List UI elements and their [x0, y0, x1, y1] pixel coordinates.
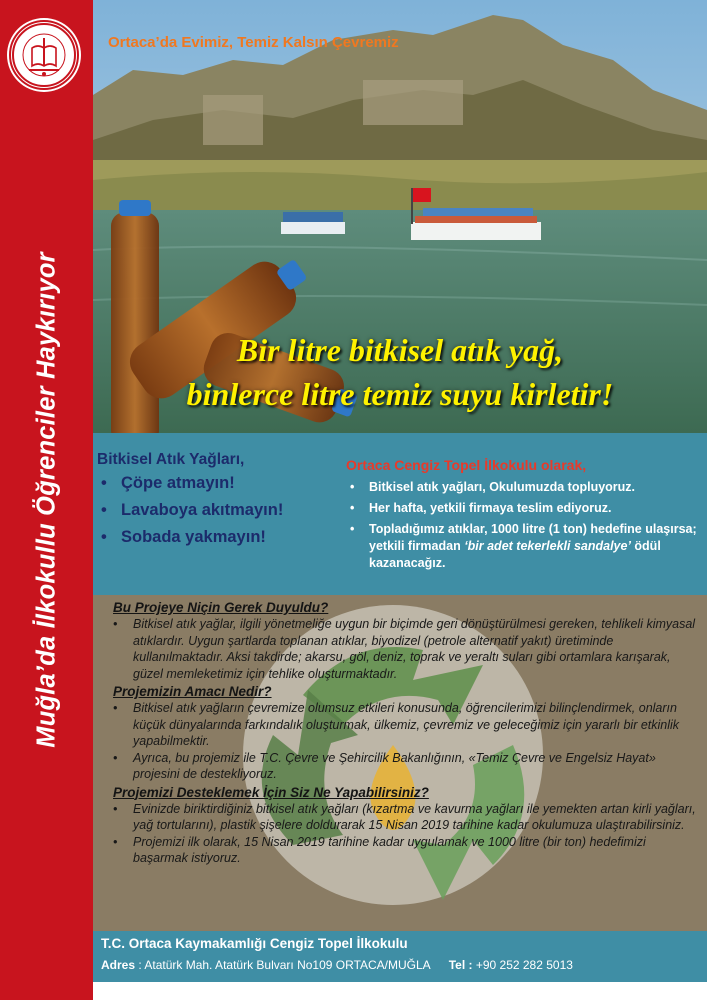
bullet-icon: •	[101, 501, 107, 519]
list-item: • Topladığımız atıklar, 1000 litre (1 ton) hedefine ulaşırsa; yetkili firmadan ‘bir adet tekerlekli sandalye’ ödül kazanacağız.	[350, 522, 697, 570]
list-item: • Sobada yakmayın!	[101, 528, 266, 546]
section-title-support: Projemizi Desteklemek İçin Siz Ne Yapabilirsiniz?	[113, 784, 429, 800]
footer-contact	[101, 958, 573, 972]
bullet-icon: •	[113, 701, 118, 715]
phone-value: +90 252 282 5013	[475, 958, 573, 972]
address-label: Adres	[101, 958, 136, 972]
left-panel	[97, 451, 337, 555]
bullet-icon: •	[350, 501, 355, 515]
section-list-support	[113, 801, 698, 867]
bullet-icon: •	[113, 834, 118, 849]
list-item: • Evinizde biriktirdiğiniz bitkisel atık yağları (kızartma ve kavurma yağları ile yemekten artan kirli yağları, yağ tortularını), plastik şişelere doldurarak 15 Nisan 2019 tarihine kadar okulumuza ulaştırabilirsiniz.	[113, 801, 696, 832]
bullet-icon: •	[113, 617, 118, 631]
footer-organization: T.C. Ortaca Kaymakamlığı Cengiz Topel İlkokulu	[101, 936, 408, 951]
right-panel	[346, 457, 706, 576]
address-value: Atatürk Mah. Atatürk Bulvarı No109 ORTACA/MUĞLA	[144, 958, 431, 972]
section-title-why: Bu Projeye Niçin Gerek Duyuldu?	[113, 600, 329, 615]
reward-text: ‘bir adet tekerlekli sandalye’	[464, 539, 631, 553]
list-item: • Çöpe atmayın!	[101, 474, 235, 492]
bullet-icon: •	[350, 522, 355, 536]
vertical-title: Muğla’da İlkokullu Öğrenciler Haykırıyor	[32, 252, 61, 748]
top-slogan: Ortaca’da Evimiz, Temiz Kalsın Çevremiz	[108, 34, 399, 51]
ministry-logo	[9, 20, 79, 90]
list-item: • Ayrıca, bu projemiz ile T.C. Çevre ve Şehircilik Bakanlığının, «Temiz Çevre ve Engelsiz Hayat» projesini de destekliyoruz.	[113, 750, 656, 781]
list-item: • Her hafta, yetkili firmaya teslim ediyoruz.	[350, 501, 612, 515]
call-to-action-band	[93, 433, 707, 595]
footer	[93, 931, 707, 1000]
list-item: • Bitkisel atık yağların çevremize olumsuz etkileri konusunda, öğrencilerimizi bilinçlendirmek, onların küçük dünyalarında farkındalık oluşturmak, ülkemiz, çevremiz ve geleceğimiz için yararlı bir etkinlik yapabilmektir.	[113, 701, 680, 748]
bullet-icon: •	[113, 801, 118, 816]
info-section	[93, 595, 707, 931]
phone-label: Tel :	[448, 958, 473, 972]
footer-bottom-strip	[93, 982, 707, 1000]
list-item: • Bitkisel atık yağlar, ilgili yönetmeliğe uygun bir biçimde geri dönüştürülmesi gereken, tehlikeli kimyasal atıklardır. Uygun şartlarda toplanan atıklar, biyodizel (petrole alternatif yakıt) üretiminde kullanılmaktadır. Aksi takdirde; akarsu, göl, deniz, toprak ve yeraltı suları gibi ortamlara karışarak, güzel memleketimiz için tehlike oluşturmaktadır.	[113, 617, 696, 681]
bullet-icon: •	[101, 528, 107, 546]
left-panel-title: Bitkisel Atık Yağları,	[97, 451, 245, 468]
info-text	[113, 599, 698, 868]
boat-small	[281, 212, 345, 234]
section-list-why	[113, 616, 698, 682]
right-panel-title: Ortaca Cengiz Topel İlkokulu olarak,	[346, 457, 587, 473]
headline-line-1: Bir litre bitkisel atık yağ,	[236, 332, 564, 368]
headline	[100, 328, 700, 416]
right-panel-list	[346, 479, 706, 572]
section-title-purpose: Projemizin Amacı Nedir?	[113, 684, 272, 699]
bullet-icon: •	[350, 480, 355, 494]
headline-line-2: binlerce litre temiz suyu kirletir!	[186, 376, 614, 412]
list-item: • Projemizi ilk olarak, 15 Nisan 2019 tarihine kadar uygulamak ve 1000 litre (bir ton) hedefimizi başarmak istiyoruz.	[113, 834, 646, 865]
list-item: • Lavaboya akıtmayın!	[101, 501, 284, 519]
bullet-icon: •	[101, 474, 107, 492]
sidebar	[0, 0, 93, 1000]
address-separator: :	[135, 958, 145, 972]
list-item: • Bitkisel atık yağları, Okulumuzda topluyoruz.	[350, 480, 636, 494]
section-list-purpose	[113, 700, 698, 783]
bullet-icon: •	[113, 750, 118, 765]
ministry-emblem-icon	[11, 22, 77, 88]
left-panel-list	[97, 474, 337, 547]
